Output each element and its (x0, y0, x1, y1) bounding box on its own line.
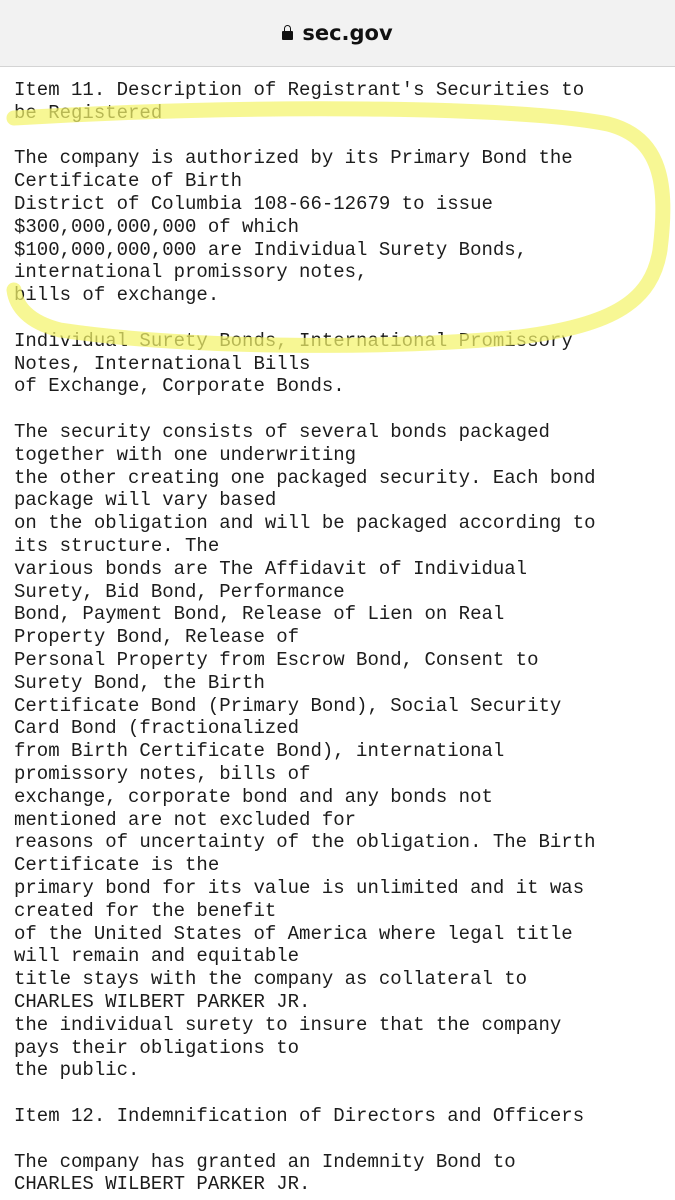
lock-icon (282, 31, 293, 40)
text-line: Certificate is the (14, 854, 220, 877)
text-line: CHARLES WILBERT PARKER JR. (14, 991, 311, 1013)
text-line: $100,000,000,000 are Individual Surety Bonds, (14, 238, 528, 261)
text-line: Bond, Payment Bond, Release of Lien on Real (14, 603, 505, 626)
text-line: Item 12. Indemnification of Directors and Officers (14, 1105, 585, 1127)
text-line: The company is authorized by its Primary Bond the (14, 147, 573, 170)
text-line: the individual surety to insure that the company (14, 1013, 562, 1036)
text-line: Item 11. Description of Registrant's Securities to (14, 79, 585, 101)
text-line: Surety Bond, the Birth (14, 671, 265, 694)
text-line: Certificate of Birth (14, 170, 243, 193)
text-line: created for the benefit (14, 899, 277, 922)
text-line: will remain and equitable (14, 945, 300, 968)
text-line: the other creating one packaged security. Each bond (14, 466, 596, 489)
filing-text (0, 66, 675, 1200)
text-line: The security consists of several bonds packaged (14, 421, 550, 443)
text-line: be Registered (14, 101, 163, 124)
text-line: from Birth Certificate Bond), international (14, 740, 505, 763)
text-line: promissory notes, bills of (14, 763, 311, 785)
text-line: international promissory notes, (14, 261, 368, 284)
text-line: Property Bond, Release of (14, 626, 300, 649)
text-line: on the obligation and will be packaged according to (14, 512, 596, 535)
text-line: mentioned are not excluded for (14, 808, 357, 831)
text-line: Notes, International Bills (14, 352, 311, 375)
text-line: CHARLES WILBERT PARKER JR. (14, 1173, 311, 1196)
text-line: Surety, Bid Bond, Performance (14, 580, 345, 603)
text-line: of Exchange, Corporate Bonds. (14, 375, 345, 398)
text-line: pays their obligations to (14, 1036, 300, 1059)
text-line: Individual Surety Bonds, International Promissory (14, 329, 573, 352)
text-line: District of Columbia 108-66-12679 to issue (14, 193, 493, 215)
text-line: together with one underwriting (14, 443, 357, 466)
text-line: its structure. The (14, 535, 220, 557)
text-line: exchange, corporate bond and any bonds not (14, 785, 493, 808)
text-line: of the United States of America where legal title (14, 922, 573, 945)
text-line: The company has granted an Indemnity Bond to (14, 1150, 516, 1173)
text-line: Certificate Bond (Primary Bond), Social Security (14, 694, 562, 717)
text-line: Card Bond (fractionalized (14, 717, 300, 740)
text-line: $300,000,000,000 of which (14, 215, 300, 238)
text-line: Personal Property from Escrow Bond, Consent to (14, 649, 539, 671)
text-line: title stays with the company as collateral to (14, 968, 528, 991)
text-line: primary bond for its value is unlimited and it was (14, 877, 585, 899)
url-text[interactable]: sec.gov (302, 21, 393, 45)
text-line: package will vary based (14, 489, 277, 512)
address-bar[interactable] (0, 0, 675, 67)
text-line: various bonds are The Affidavit of Individual (14, 557, 528, 580)
text-line: bills of exchange. (14, 284, 220, 307)
text-line: the public. (14, 1059, 140, 1082)
text-line: reasons of uncertainty of the obligation. The Birth (14, 831, 596, 854)
